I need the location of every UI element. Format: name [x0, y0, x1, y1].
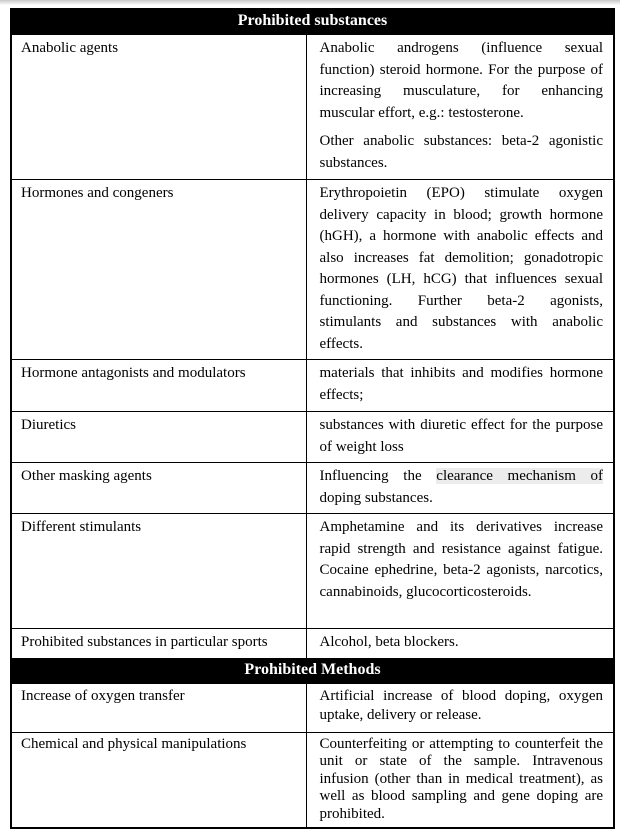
description-cell	[306, 412, 614, 463]
description-paragraph: Alcohol, beta blockers.	[319, 634, 459, 650]
prohibited-substances-table	[10, 8, 615, 829]
section-header-row	[11, 9, 614, 35]
description-paragraph: materials that inhibits and modifies hormone effects;	[319, 365, 604, 403]
term-cell: Other masking agents	[11, 463, 306, 514]
table-row	[11, 683, 614, 732]
table-row	[11, 360, 614, 412]
description-paragraph: Artificial increase of blood doping, oxygen uptake, delivery or release.	[319, 687, 604, 723]
table-row	[11, 180, 614, 360]
description-cell	[306, 35, 614, 180]
table-row	[11, 629, 614, 659]
description-cell	[306, 732, 614, 828]
table-row	[11, 732, 614, 828]
description-text: Influencing the	[319, 468, 437, 484]
highlighted-text: clearance mechanism of	[436, 468, 604, 484]
term-cell: Anabolic agents	[11, 35, 306, 180]
description-text: doping substances.	[319, 489, 433, 506]
description-cell	[306, 629, 614, 659]
description-paragraph: Erythropoietin (EPO) stimulate oxygen delivery capacity in blood; growth hormone (hGH), a hormone with anabolic effects and also increases fat demolition; gonadotropic hormones (LH, hCG) that influences sexual functioning. Further beta-2 agonists, stimulants and substances with anabolic effects.	[319, 185, 604, 352]
term-cell: Prohibited substances in particular sports	[11, 629, 306, 659]
description-paragraph	[320, 466, 604, 509]
description-cell	[306, 514, 614, 629]
description-cell	[306, 683, 614, 732]
description-cell	[306, 180, 614, 360]
table-row	[11, 463, 614, 514]
description-paragraph: Anabolic androgens (influence sexual function) steroid hormone. For the purpose of increasing musculature, for enhancing muscular effort, e.g.: testosterone.	[319, 40, 604, 121]
table-row	[11, 35, 614, 180]
table-row	[11, 412, 614, 463]
description-cell	[306, 360, 614, 412]
section-header-prohibited-substances: Prohibited substances	[11, 9, 614, 35]
term-cell: Different stimulants	[11, 514, 306, 629]
description-paragraph: substances with diuretic effect for the purpose of weight loss	[319, 417, 604, 455]
table-row	[11, 514, 614, 629]
term-cell: Increase of oxygen transfer	[11, 683, 306, 732]
term-cell: Diuretics	[11, 412, 306, 463]
description-paragraph: Counterfeiting or attempting to counterfeit the unit or state of the sample. Intravenous infusion (other than in medical treatment), as well as blood sampling and gene doping are prohibited.	[319, 735, 604, 822]
section-header-row	[11, 658, 614, 683]
term-cell: Hormone antagonists and modulators	[11, 360, 306, 412]
term-cell: Chemical and physical manipulations	[11, 732, 306, 828]
term-cell: Hormones and congeners	[11, 180, 306, 360]
page-top-edge	[0, 0, 620, 5]
description-paragraph: Other anabolic substances: beta-2 agonistic substances.	[319, 133, 604, 171]
description-paragraph: Amphetamine and its derivatives increase rapid strength and resistance against fatigue. Cocaine ephedrine, beta-2 agonists, narcotics, cannabinoids, glucocorticosteroids.	[319, 519, 604, 600]
description-cell	[306, 463, 614, 514]
section-header-prohibited-methods: Prohibited Methods	[11, 658, 614, 683]
